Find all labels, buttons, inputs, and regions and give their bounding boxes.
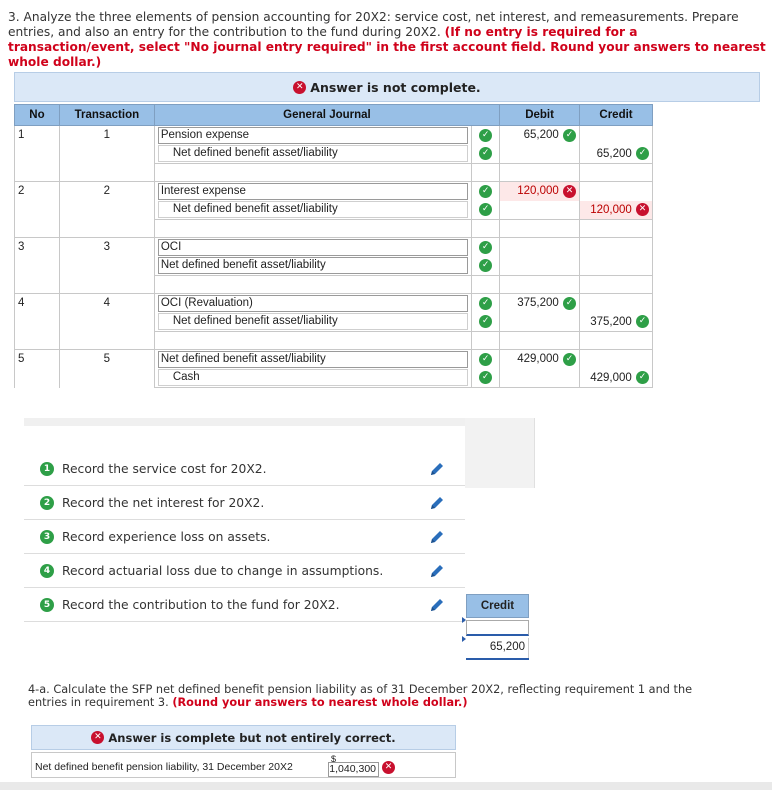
question-4a-text: 4-a. Calculate the SFP net defined benefit pension liability as of 31 December 20X2, reflecting requirement 1 and the entries in requirement 3. — [28, 683, 693, 709]
debit-cell[interactable] — [500, 350, 580, 369]
check-icon: ✓ — [636, 147, 649, 160]
credit-cell[interactable] — [580, 126, 653, 145]
debit-value: 375,200 — [517, 297, 559, 310]
question-4a — [28, 683, 728, 709]
debit-cell[interactable] — [500, 257, 580, 276]
credit-column-header: Credit — [466, 594, 529, 618]
record-item-2[interactable] — [24, 486, 465, 520]
entry-transaction[interactable]: 3 — [59, 238, 154, 276]
bottom-strip — [0, 782, 772, 790]
answer-status-banner-2 — [31, 725, 456, 750]
question-3-instruction: (If no entry is required for a transaction/event, select "No journal entry required" in the first account field. Round your answers to nearest whole dollar.) — [8, 25, 766, 69]
step-number-badge: 4 — [40, 564, 54, 578]
credit-cell[interactable] — [580, 238, 653, 257]
step-number-badge: 1 — [40, 462, 54, 476]
check-icon: ✓ — [563, 129, 576, 142]
x-circle-icon: ✕ — [636, 203, 649, 216]
record-item-1[interactable] — [24, 452, 465, 486]
journal-row — [15, 294, 653, 313]
currency-symbol: $ — [331, 754, 337, 764]
account-select[interactable]: Pension expense — [158, 127, 468, 144]
debit-cell[interactable] — [500, 294, 580, 313]
credit-cell[interactable] — [580, 294, 653, 313]
record-item-label: Record the net interest for 20X2. — [62, 495, 265, 510]
debit-cell[interactable] — [500, 201, 580, 220]
debit-cell[interactable] — [500, 182, 580, 201]
journal-row — [15, 350, 653, 369]
credit-value[interactable]: 65,200 — [466, 638, 529, 658]
question-3-text: 3. Analyze the three elements of pension accounting for 20X2: service cost, net interest, and remeasurements. Prepare entries, and also an entry for the contribution to the fund during 20X2. — [8, 10, 739, 39]
record-item-label: Record the service cost for 20X2. — [62, 461, 267, 476]
entry-no: 4 — [15, 294, 60, 332]
journal-row — [15, 182, 653, 201]
entry-transaction[interactable]: 5 — [59, 350, 154, 388]
debit-cell[interactable] — [500, 369, 580, 388]
answer-status-text: Answer is not complete. — [310, 79, 481, 95]
list-panel-top — [24, 418, 535, 426]
credit-cell[interactable] — [580, 145, 653, 164]
x-circle-icon: ✕ — [293, 81, 306, 94]
debit-value: 65,200 — [523, 129, 559, 142]
check-icon: ✓ — [636, 371, 649, 384]
record-item-5[interactable] — [24, 588, 465, 622]
record-item-4[interactable] — [24, 554, 465, 588]
account-select[interactable]: OCI — [158, 239, 468, 256]
account-select[interactable]: OCI (Revaluation) — [158, 295, 468, 312]
journal-row — [15, 238, 653, 257]
credit-cell[interactable] — [580, 201, 653, 220]
step-number-badge: 5 — [40, 598, 54, 612]
pencil-icon[interactable] — [429, 529, 445, 545]
check-icon: ✓ — [563, 297, 576, 310]
pencil-icon[interactable] — [429, 597, 445, 613]
sfp-liability-row — [31, 752, 456, 778]
credit-value: 120,000 — [590, 203, 632, 216]
check-icon: ✓ — [479, 315, 492, 328]
step-number-badge: 2 — [40, 496, 54, 510]
check-icon: ✓ — [479, 241, 492, 254]
record-item-label: Record the contribution to the fund for 20X2. — [62, 597, 340, 612]
pencil-icon[interactable] — [429, 461, 445, 477]
account-select[interactable]: Net defined benefit asset/liability — [158, 201, 468, 218]
check-icon: ✓ — [479, 371, 492, 384]
header-no: No — [15, 105, 60, 126]
credit-cell[interactable] — [580, 369, 653, 388]
check-icon: ✓ — [479, 353, 492, 366]
credit-value: 429,000 — [590, 371, 632, 384]
debit-value: 120,000 — [517, 185, 559, 198]
question-3 — [8, 10, 766, 70]
entry-transaction[interactable]: 1 — [59, 126, 154, 164]
credit-cell[interactable] — [580, 350, 653, 369]
check-icon: ✓ — [636, 315, 649, 328]
account-select[interactable]: Net defined benefit asset/liability — [158, 257, 468, 274]
journal-header-row — [15, 105, 653, 126]
pencil-icon[interactable] — [429, 495, 445, 511]
header-debit: Debit — [500, 105, 580, 126]
account-select[interactable]: Net defined benefit asset/liability — [158, 351, 468, 368]
entry-no: 2 — [15, 182, 60, 220]
check-icon: ✓ — [479, 297, 492, 310]
credit-value: 375,200 — [590, 315, 632, 328]
record-item-label: Record actuarial loss due to change in assumptions. — [62, 563, 384, 578]
debit-cell[interactable] — [500, 238, 580, 257]
check-icon: ✓ — [479, 185, 492, 198]
credit-cell[interactable] — [580, 313, 653, 332]
credit-cell[interactable] — [580, 182, 653, 201]
record-item-3[interactable] — [24, 520, 465, 554]
x-circle-icon: ✕ — [382, 761, 395, 774]
check-icon: ✓ — [479, 147, 492, 160]
debit-cell[interactable] — [500, 313, 580, 332]
credit-value: 65,200 — [596, 147, 632, 160]
debit-cell[interactable] — [500, 126, 580, 145]
entry-transaction[interactable]: 2 — [59, 182, 154, 220]
account-select[interactable]: Net defined benefit asset/liability — [158, 313, 468, 330]
question-4a-instruction: (Round your answers to nearest whole dollar.) — [172, 696, 468, 709]
credit-cell[interactable] — [580, 257, 653, 276]
account-select[interactable]: Cash — [158, 369, 468, 386]
list-panel-side — [465, 418, 535, 488]
account-select[interactable]: Interest expense — [158, 183, 468, 200]
credit-underline — [466, 658, 529, 660]
journal-row — [15, 126, 653, 145]
answer-status-text: Answer is complete but not entirely correct. — [108, 730, 396, 745]
x-circle-icon: ✕ — [91, 731, 104, 744]
sfp-liability-input[interactable]: 1,040,300 — [328, 762, 379, 777]
debit-value: 429,000 — [517, 353, 559, 366]
entry-no: 3 — [15, 238, 60, 276]
credit-input[interactable] — [466, 620, 529, 636]
sfp-label: Net defined benefit pension liability, 31 December 20X2 — [35, 761, 293, 773]
record-item-label: Record experience loss on assets. — [62, 529, 271, 544]
debit-cell[interactable] — [500, 145, 580, 164]
x-circle-icon: ✕ — [563, 185, 576, 198]
pencil-icon[interactable] — [429, 563, 445, 579]
check-icon: ✓ — [563, 353, 576, 366]
header-general-journal: General Journal — [154, 105, 499, 126]
step-number-badge: 3 — [40, 530, 54, 544]
entry-no: 5 — [15, 350, 60, 388]
check-icon: ✓ — [479, 129, 492, 142]
general-journal-table — [14, 104, 653, 388]
header-credit: Credit — [580, 105, 653, 126]
check-icon: ✓ — [479, 203, 492, 216]
header-transaction: Transaction — [59, 105, 154, 126]
check-icon: ✓ — [479, 259, 492, 272]
account-select[interactable]: Net defined benefit asset/liability — [158, 145, 468, 162]
entry-transaction[interactable]: 4 — [59, 294, 154, 332]
entry-no: 1 — [15, 126, 60, 164]
answer-status-banner — [14, 72, 760, 102]
